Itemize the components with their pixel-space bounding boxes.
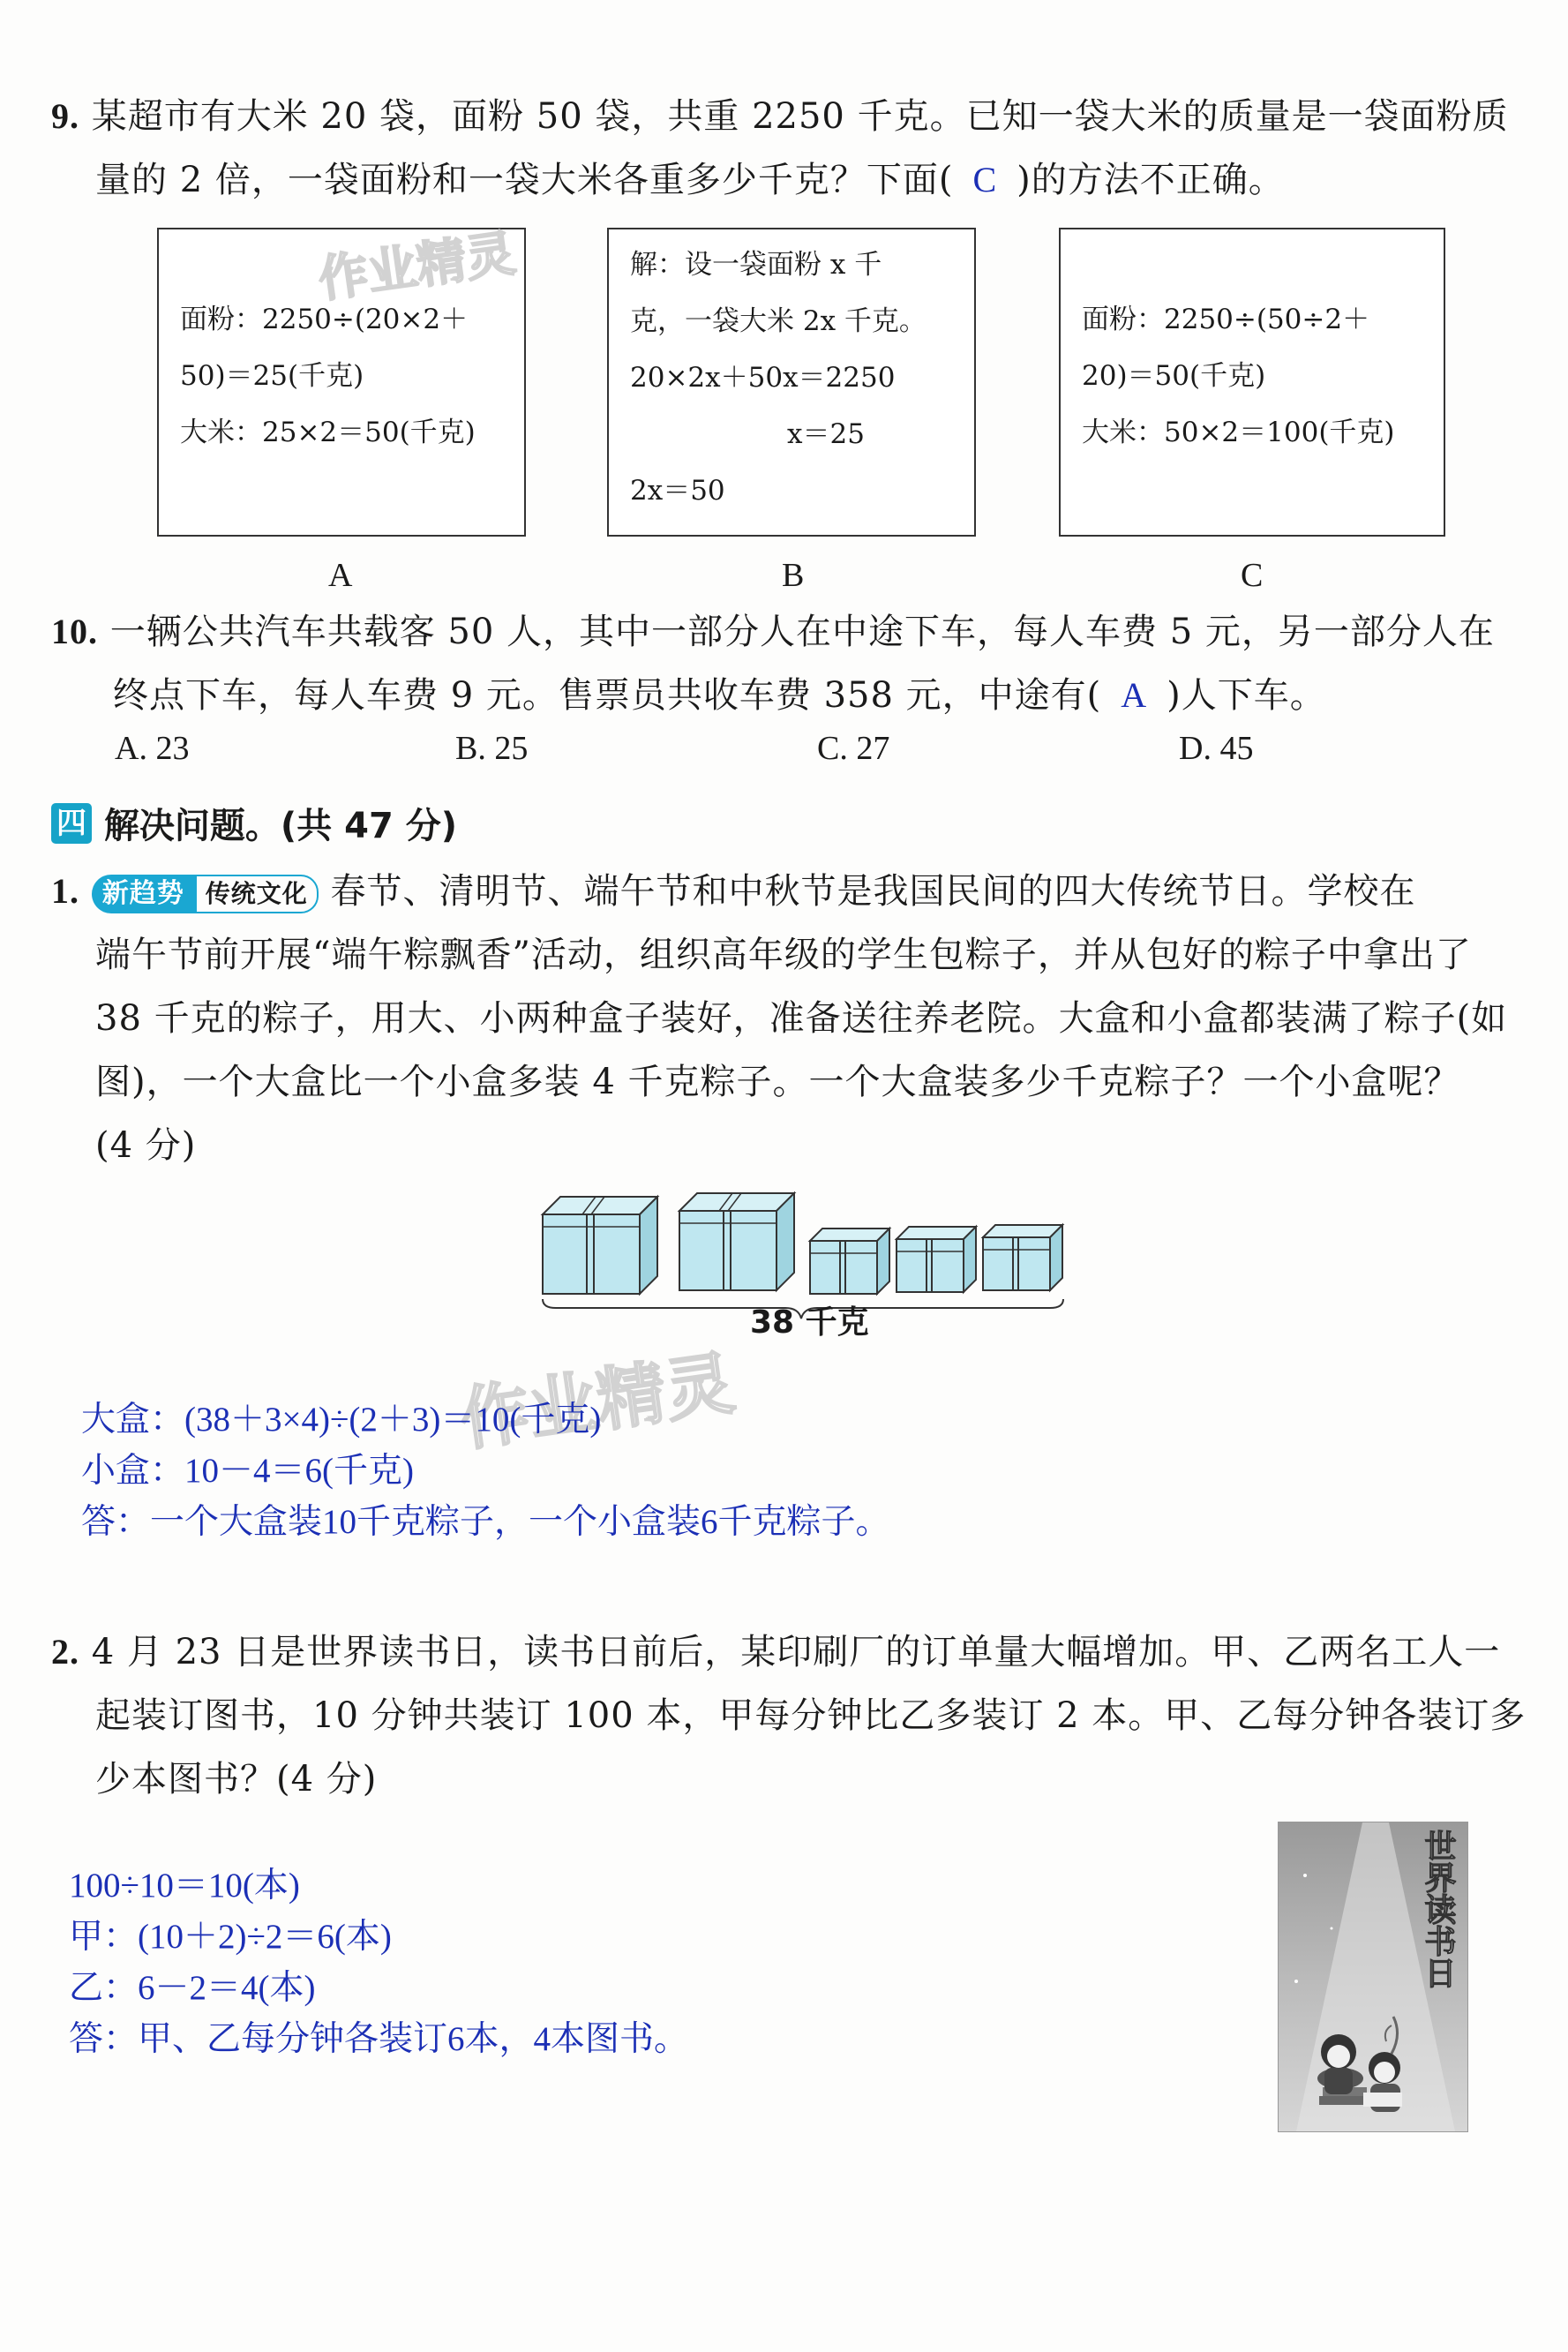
answer-line: 小盒：10－4＝6(千克) bbox=[81, 1452, 414, 1490]
choice-c: C. 27 bbox=[817, 730, 890, 767]
option-a-line: 面粉：2250÷(20×2＋ bbox=[180, 304, 469, 335]
answer-line: 乙：6－2＝4(本) bbox=[69, 1969, 316, 2007]
option-label-b: B bbox=[782, 557, 805, 594]
choice-a: A. 23 bbox=[115, 730, 190, 767]
small-box-3 bbox=[983, 1225, 1062, 1290]
option-label-c: C bbox=[1241, 557, 1264, 594]
choice-d: D. 45 bbox=[1179, 730, 1254, 767]
problem-text-line: 端午节前开展“端午粽飘香”活动，组织高年级的学生包粽子，并从包好的粽子中拿出了 bbox=[95, 935, 1472, 975]
option-b-line: 2x＝50 bbox=[630, 475, 725, 507]
small-box-2 bbox=[897, 1227, 976, 1292]
figure-total-label: 38 千克 bbox=[750, 1304, 869, 1341]
question-text-line1: 某超市有大米 20 袋，面粉 50 袋，共重 2250 千克。已知一袋大米的质量是一袋面粉质 bbox=[91, 96, 1509, 137]
section-header bbox=[51, 798, 457, 848]
problem-text-line: 38 千克的粽子，用大、小两种盒子装好，准备送往养老院。大盒和小盒都装满了粽子(如 bbox=[95, 998, 1508, 1039]
answer-choice: C bbox=[972, 160, 998, 199]
trend-tag: 新趋势 bbox=[92, 875, 195, 913]
problem-text-line: 少本图书？(4 分) bbox=[95, 1759, 378, 1800]
option-box-b bbox=[607, 228, 976, 537]
culture-tag: 传统文化 bbox=[195, 875, 319, 913]
question-9 bbox=[51, 85, 1516, 212]
watermark: 作业精灵 bbox=[455, 1343, 739, 1462]
big-box-1 bbox=[543, 1197, 657, 1294]
big-box-2 bbox=[679, 1193, 794, 1290]
question-number: 9. bbox=[51, 96, 79, 136]
question-number: 10. bbox=[51, 612, 98, 651]
answer-line: 100÷10＝10(本) bbox=[69, 1867, 300, 1905]
option-c-line: 20)＝50(千克) bbox=[1082, 360, 1266, 392]
question-text-line2-post: )的方法不正确。 bbox=[1017, 160, 1285, 200]
answer-line: 大盒：(38＋3×4)÷(2＋3)＝10(千克) bbox=[81, 1401, 602, 1439]
option-a-line: 50)＝25(千克) bbox=[180, 360, 364, 392]
problem-number: 1. bbox=[51, 871, 79, 911]
question-10 bbox=[51, 600, 1516, 727]
option-a-line: 大米：25×2＝50(千克) bbox=[180, 417, 476, 448]
section-title: 解决问题。(共 47 分) bbox=[103, 806, 458, 846]
small-box-1 bbox=[810, 1229, 889, 1294]
choice-b: B. 25 bbox=[455, 730, 529, 767]
answer-line: 甲：(10＋2)÷2＝6(本) bbox=[69, 1918, 392, 1956]
question-text-line1: 一辆公共汽车共载客 50 人，其中一部分人在中途下车，每人车费 5 元，另一部分人在 bbox=[109, 612, 1495, 652]
answer-block-1 bbox=[81, 1394, 890, 1548]
option-label-a: A bbox=[328, 557, 353, 594]
problem-number: 2. bbox=[51, 1632, 79, 1672]
watermark: 作业精灵 bbox=[315, 224, 520, 310]
option-c-line: 面粉：2250÷(50÷2＋ bbox=[1082, 304, 1370, 335]
option-c-line: 大米：50×2＝100(千克) bbox=[1082, 417, 1395, 448]
section-badge: 四 bbox=[51, 803, 92, 844]
answer-choice: A bbox=[1121, 675, 1148, 715]
question-text-line2-pre: 终点下车，每人车费 9 元。售票员共收车费 358 元，中途有( bbox=[113, 675, 1102, 716]
problem-text-line: 起装订图书，10 分钟共装订 100 本，甲每分钟比乙多装订 2 本。甲、乙每分钟各装订多 bbox=[95, 1695, 1527, 1736]
option-box-c bbox=[1059, 228, 1445, 537]
problem-text-line: 春节、清明节、端午节和中秋节是我国民间的四大传统节日。学校在 bbox=[330, 871, 1416, 912]
poster-title: 世界读书日 bbox=[1420, 1830, 1456, 1988]
question-text-line2-post: )人下车。 bbox=[1167, 675, 1326, 716]
question-text-line2-pre: 量的 2 倍，一袋面粉和一袋大米各重多少千克？下面( bbox=[95, 160, 954, 200]
option-b-line: 20×2x＋50x＝2250 bbox=[630, 362, 896, 394]
problem-1 bbox=[51, 860, 1516, 1177]
answer-line: 答：甲、乙每分钟各装订6本，4本图书。 bbox=[69, 2020, 689, 2058]
option-b-line: x＝25 bbox=[787, 418, 865, 450]
problem-text-line: (4 分) bbox=[95, 1125, 197, 1166]
problem-text-line: 图)，一个大盒比一个小盒多装 4 千克粽子。一个大盒装多少千克粽子？一个小盒呢？ bbox=[95, 1062, 1460, 1102]
problem-2 bbox=[51, 1620, 1527, 1811]
answer-line: 答：一个大盒装10千克粽子，一个小盒装6千克粽子。 bbox=[81, 1503, 890, 1541]
problem-text-line: 4 月 23 日是世界读书日，读书日前后，某印刷厂的订单量大幅增加。甲、乙两名工人一 bbox=[91, 1632, 1501, 1672]
answer-block-2 bbox=[69, 1860, 688, 2065]
option-b-line: 解：设一袋面粉 x 千 bbox=[630, 249, 882, 281]
option-b-line: 克，一袋大米 2x 千克。 bbox=[630, 305, 927, 337]
reading-day-poster bbox=[1278, 1822, 1468, 2132]
